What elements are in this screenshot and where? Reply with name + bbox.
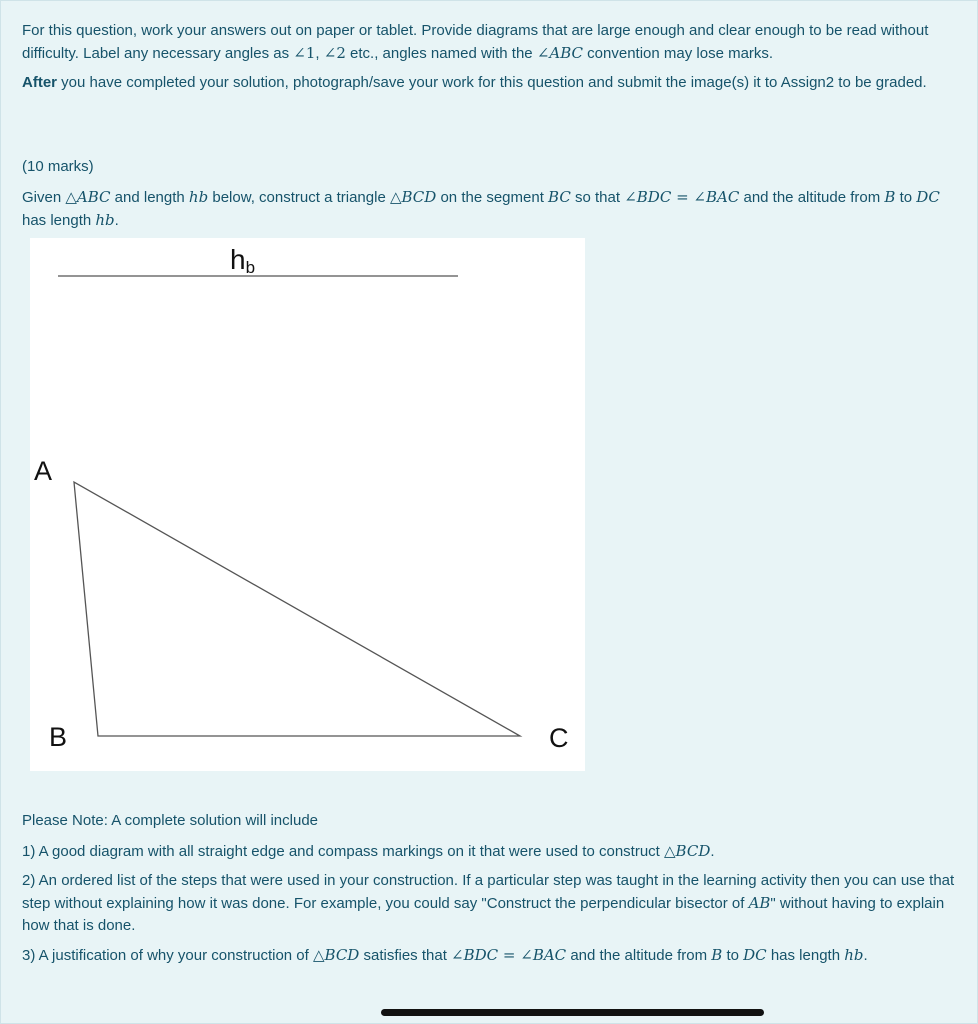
- prompt-text: so that: [570, 189, 625, 206]
- prompt-text: on the segment: [436, 189, 549, 206]
- instructions-text: For this question, work your answers out on paper or tablet. Provide diagrams that are large enough and clear enough to be read without difficulty. Label any necessary angles as: [22, 22, 929, 62]
- angle-abc-label: ∠ABC: [536, 44, 584, 62]
- prompt-text: Given: [22, 189, 66, 206]
- prompt-text: to: [895, 189, 917, 206]
- note-text: satisfies that: [359, 947, 452, 964]
- question-prompt: [22, 186, 962, 232]
- triangle-bcd-math: △BCD: [389, 188, 437, 206]
- note-text: " without having to explain how that is done.: [22, 895, 945, 934]
- instructions-text-3: convention may lose marks.: [583, 45, 774, 62]
- vertex-b-label: B: [49, 722, 68, 752]
- note-text: to: [722, 947, 744, 964]
- angle-2-label: ∠2: [323, 44, 346, 62]
- note-item-1: [22, 840, 962, 863]
- hb-segment-label: hb: [230, 244, 256, 277]
- submission-text: you have completed your solution, photograph/save your work for this question and submit the image(s) it to Assign2 to be graded.: [57, 74, 927, 91]
- prompt-text: and the altitude from: [739, 189, 885, 206]
- angle-equation-math: ∠BDC = ∠BAC: [451, 946, 567, 964]
- instructions-paragraph: [22, 20, 962, 65]
- hb-math: hb: [844, 946, 864, 964]
- prompt-text: below, construct a triangle: [208, 189, 390, 206]
- prompt-text: and length: [110, 189, 189, 206]
- note-text: 2) An ordered list of the steps that were used in your construction. If a particular step was taught in the learning activity then you can use that step without explaining how it was done. For example, you could say "Construct the perpendicular bisector of: [22, 872, 955, 912]
- after-bold: After: [22, 74, 58, 91]
- note-intro: Please Note: A complete solution will include: [22, 812, 319, 829]
- triangle-abc: [74, 482, 520, 736]
- instructions-text-2: etc., angles named with the: [345, 45, 537, 62]
- hb-math: hb: [95, 211, 115, 229]
- note-item-3: [22, 944, 962, 967]
- segment-bc-math: BC: [548, 188, 571, 206]
- segment-dc-math: DC: [916, 188, 940, 206]
- submission-paragraph: [22, 72, 962, 94]
- instructions-separator: ,: [315, 45, 324, 62]
- prompt-text: has length: [22, 212, 96, 229]
- note-text: 1) A good diagram with all straight edge and compass markings on it that were used to construct: [22, 843, 665, 860]
- figure-svg: [30, 238, 585, 771]
- angle-equation-math: ∠BDC = ∠BAC: [624, 188, 740, 206]
- point-b-math: B: [711, 946, 723, 964]
- hb-math: hb: [188, 188, 209, 206]
- segment-ab-math: AB: [748, 894, 771, 912]
- point-b-math: B: [884, 188, 896, 206]
- note-item-2: [22, 870, 962, 937]
- note-text: .: [710, 843, 715, 860]
- triangle-bcd-math: △BCD: [312, 946, 360, 964]
- segment-dc-math: DC: [743, 946, 767, 964]
- triangle-abc-math: △ABC: [65, 188, 111, 206]
- note-text: .: [863, 947, 868, 964]
- note-text: has length: [766, 947, 845, 964]
- angle-1-label: ∠1: [293, 44, 316, 62]
- triangle-bcd-math: △BCD: [664, 842, 711, 860]
- note-text: and the altitude from: [566, 947, 712, 964]
- construction-figure: [30, 238, 585, 771]
- note-text: 3) A justification of why your construction of: [22, 947, 313, 964]
- home-indicator[interactable]: [381, 1009, 764, 1016]
- marks-label: (10 marks): [22, 158, 94, 175]
- prompt-text: .: [114, 212, 119, 229]
- vertex-c-label: C: [549, 723, 569, 753]
- vertex-a-label: A: [34, 456, 53, 486]
